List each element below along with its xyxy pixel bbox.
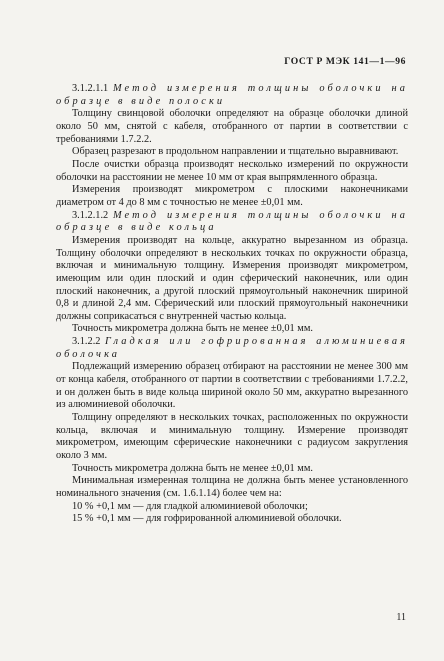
page-body xyxy=(56,83,408,526)
list-item: 10 % +0,1 мм — для гладкой алюминиевой оболочки; xyxy=(72,500,308,512)
paragraph: Минимальная измеренная толщина не должна быть менее установленного номинального значения (см. 1.6.1.14) более чем на: xyxy=(56,475,408,499)
doc-code-header: ГОСТ Р МЭК 141—1—96 xyxy=(284,56,406,67)
section-title: Гладкая или гофрированная алюминиевая оболочка xyxy=(56,336,409,360)
section-number: 3.1.2.1.1 xyxy=(72,83,109,94)
paragraph: Точность микрометра должна быть не менее ±0,01 мм. xyxy=(72,323,313,335)
page-number: 11 xyxy=(396,612,406,623)
paragraph: Образец разрезают в продольном направлении и тщательно выравнивают. xyxy=(72,146,399,158)
section-3-1-2-1-2-heading xyxy=(56,210,408,235)
section-number: 3.1.2.1.2 xyxy=(72,209,109,221)
paragraph: Точность микрометра должна быть не менее ±0,01 мм. xyxy=(72,462,313,474)
paragraph: Толщину определяют в нескольких точках, расположенных по окружности кольца, включая и минимальную толщину. Измерение производят микрометром, имеющим сферические наконечники с радиусом закругления около 3 мм. xyxy=(56,412,408,462)
paragraph: Измерения производят микрометром с плоскими наконечниками диаметром от 4 до 8 мм с точностью не менее ±0,01 мм. xyxy=(56,184,408,208)
section-number: 3.1.2.2 xyxy=(72,336,101,348)
paragraph: Толщину свинцовой оболочки определяют на образце оболочки длиной около 50 мм, снятой с кабеля, отобранного от партии в соответствии с требованиями 1.7.2.2. xyxy=(56,108,408,145)
paragraph: Подлежащий измерению образец отбирают на расстоянии не менее 300 мм от конца кабеля, отобранного от партии в соответствии с требованиями 1.7.2.2, и он должен быть в виде кольца шириной около 50 мм, аккуратно вырезанного из алюминиевой оболочки. xyxy=(56,361,408,411)
section-title: Метод измерения толщины оболочки на образце в виде кольца xyxy=(56,209,408,234)
paragraph: После очистки образца производят несколько измерений по окружности оболочки на расстоянии не менее 10 мм от края выпрямленного образца. xyxy=(56,158,408,183)
section-3-1-2-2-heading xyxy=(56,336,408,361)
list-item: 15 % +0,1 мм — для гофрированной алюминиевой оболочки. xyxy=(72,513,342,525)
section-title: Метод измерения толщины оболочки на образце в виде полоски xyxy=(56,83,408,107)
paragraph: Измерения производят на кольце, аккуратно вырезанном из образца. Толщину оболочки определяют в нескольких точках по окружности образца, включая и минимальную толщину. Измерения производят микрометром, имеющим или один плоский и один сферический наконечник, или один плоский наконечник, а другой плоский прямоугольный наконечник шириной 0,8 и длиной 2,4 мм. Сферический или плоский прямоугольный наконечники должны соприкасаться с внутренней частью кольца. xyxy=(56,234,408,322)
section-3-1-2-1-1-heading xyxy=(56,83,408,108)
